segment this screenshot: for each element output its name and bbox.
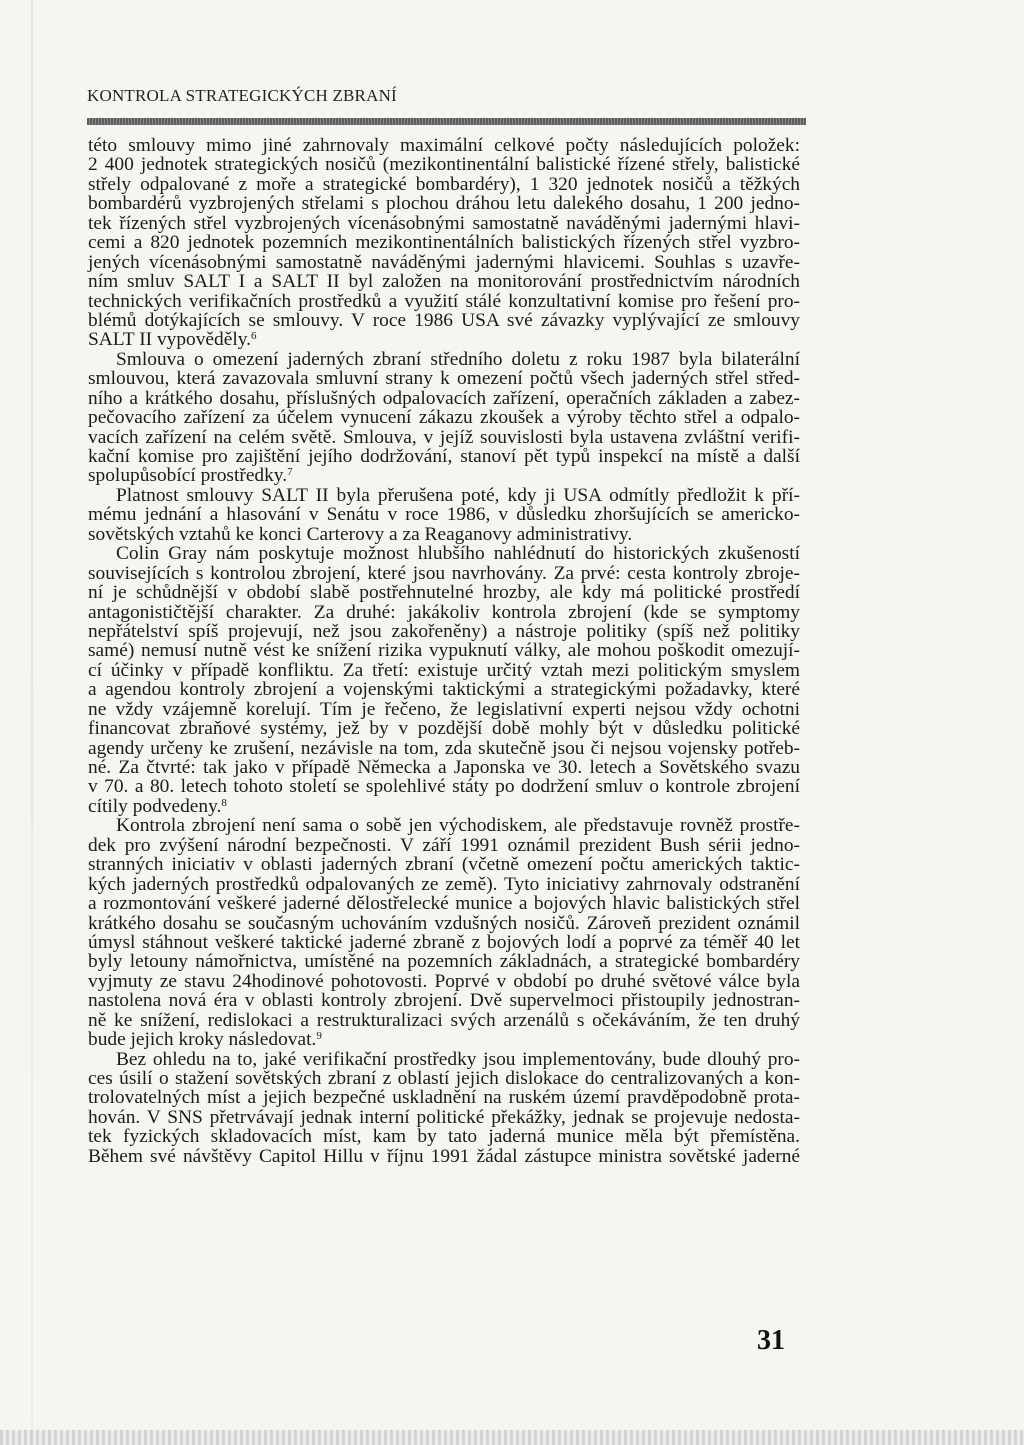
paragraph-line: financovat zbraňové systémy, jež by v pozdější době mohly být v důsledku politické [88, 718, 800, 740]
paragraph-line: stranných iniciativ v oblasti jaderných zbraní (včetně omezení počtu amerických taktic- [88, 854, 800, 876]
paragraph-line: Platnost smlouvy SALT II byla přerušena poté, kdy ji USA odmítly předložit k pří- [116, 484, 800, 506]
paragraph-line: nastolena nová éra v oblasti kontroly zbrojení. Dvě supervelmoci přistoupily jednostran- [88, 990, 800, 1012]
footnote-marker: 7 [287, 466, 293, 479]
paragraph-line: ne vždy vzájemně korelují. Tím je řečeno, že legislativní experti nejsou vždy ochotni [88, 698, 800, 720]
paragraph-line: vyjmuty ze stavu 24hodinové pohotovosti. Poprvé v období po druhé světové válce byla [88, 970, 800, 992]
paragraph-line: v 70. a 80. letech tohoto století se spolehlivé státy po dodržení smluv o kontrole zbrojení [88, 776, 800, 798]
paragraph-line: hován. V SNS přetrvávají jednak interní politické překážky, jednak se projevuje nedosta- [88, 1106, 800, 1128]
paragraph-line: Během své návštěvy Capitol Hillu v říjnu 1991 žádal zástupce ministra sovětské jaderné [88, 1145, 800, 1167]
paragraph-line: ces úsilí o stažení sovětských zbraní z oblastí jejich dislokace do centralizovaných a kon- [88, 1068, 800, 1089]
paragraph-line: 2 400 jednotek strategických nosičů (mezikontinentální balistické řízené střely, balistické [88, 154, 800, 176]
paragraph-line: ně ke snížení, redislokaci a restrukturalizaci svých arzenálů s očekáváním, že ten druhý [88, 1009, 800, 1031]
footnote-marker: 8 [221, 796, 227, 809]
paragraph-line: nepřátelství spíš projevují, než jsou zakořeněny) a nástroje politiky (spíš než politiky [88, 620, 800, 642]
footnote-marker: 9 [316, 1030, 322, 1043]
paragraph-line: ním smluv SALT I a SALT II byl založen na monitorování prostřednictvím národních [88, 271, 800, 293]
paragraph-line: agendy určeny ke zrušení, nezávisle na tom, zda skutečně jsou či nejsou vojensky potřeb- [88, 737, 800, 759]
body-text [88, 136, 800, 1166]
paragraph-last-line [88, 330, 800, 349]
paragraph-last-line [88, 1030, 800, 1049]
paragraph-line: ní je schůdnější v období slabě postřehnutelné hrozby, ale kdy má politické prostředí [88, 582, 800, 604]
running-header: KONTROLA STRATEGICKÝCH ZBRANÍ [87, 86, 397, 105]
paragraph-line: cemi a 820 jednotek pozemních mezikontinentálních balistických řízených střel vyzbro- [88, 232, 800, 254]
header-rule [87, 118, 806, 125]
paragraph-line: Smlouva o omezení jaderných zbraní středního doletu z roku 1987 byla bilaterální [116, 348, 800, 370]
paragraph-last-line-text: spolupůsobící prostředky. [88, 465, 288, 487]
paragraph-line: pečovacího zařízení za účelem vynucení zákazu zkoušek a výroby těchto střel a odpalo- [88, 407, 800, 429]
paragraph-line: tek řízených střel vyzbrojených vícenásobnými samostatně naváděnými jadernými hlavi- [88, 212, 800, 234]
paragraph-line: Colin Gray nám poskytuje možnost hlubšího nahlédnutí do historických zkušeností [116, 543, 800, 565]
paragraph-line: kých jaderných prostředků odpalovaných ze země). Tyto iniciativy zahrnovaly odstranění [88, 873, 800, 895]
paragraph-line: jených vícenásobnými samostatně naváděnými jadernými hlavicemi. Souhlas s uzavře- [88, 251, 800, 273]
paragraph-line: úmysl stáhnout veškeré taktické jaderné zbraně z bojových lodí a poprvé za téměř 40 let [88, 931, 800, 953]
paragraph-last-line-text: cítily podvedeny. [88, 795, 222, 817]
paragraph-line: a rozmontování veškeré jaderné dělostřelecké munice a bojových hlavic balistických střel [88, 893, 800, 915]
paragraph-last-line-text: SALT II vypověděly. [88, 329, 252, 351]
paragraph-line: byly letouny námořnictva, umístěné na pozemních základnách, a strategické bombardéry [88, 951, 800, 973]
paragraph-line: souvisejících s kontrolou zbrojení, které jsou navrhovány. Za prvé: cesta kontroly zbroje- [88, 562, 800, 584]
paragraph-line: blémů dotýkajících se smlouvy. V roce 1986 USA své závazky vyplývající ze smlouvy [88, 309, 800, 331]
footnote-marker: 6 [251, 330, 257, 343]
paragraph-line: dek pro zvýšení národní bezpečnosti. V září 1991 oznámil prezident Bush sérii jedno- [88, 834, 800, 856]
scan-bottom-strip [0, 1430, 1024, 1445]
paragraph-line: Bez ohledu na to, jaké verifikační prostředky jsou implementovány, bude dlouhý pro- [116, 1048, 800, 1070]
paragraph-line: né. Za čtvrté: tak jako v případě Německa a Japonska ve 30. letech a Sovětského svazu [88, 757, 800, 778]
paragraph-line: střely odpalované z moře a strategické bombardéry), 1 320 jednotek nosičů a těžkých [88, 173, 800, 195]
paragraph-line: této smlouvy mimo jiné zahrnovaly maximální celkové počty následujících položek: [88, 135, 800, 156]
paragraph-line: kační komise pro zajištění jejího dodržování, stanoví pět typů inspekcí na místě a další [88, 446, 800, 467]
paragraph-line: technických verifikačních prostředků a využití stálé konzultativní komise pro řešení pro- [88, 290, 800, 312]
paragraph-last-line-text: bude jejich kroky následovat. [88, 1029, 317, 1051]
paragraph-line: ního a krátkého dosahu, příslušných odpalovacích zařízení, operačních základen a zabez- [88, 387, 800, 409]
paragraph-line: krátkého dosahu se současným uchováním vzdušných nosičů. Zároveň prezident oznámil [88, 912, 800, 934]
paragraph-line: tek fyzických skladovacích míst, kam by tato jaderná munice měla být přemístěna. [88, 1126, 800, 1148]
page-number: 31 [757, 1325, 785, 1356]
paragraph-line: bombardérů vyzbrojených střelami s plochou dráhou letu dalekého dosahu, 1 200 jedno- [88, 193, 800, 215]
paragraph-line: trolovatelných míst a jejich bezpečné uskladnění na ruském území pravděpodobně prota- [88, 1087, 800, 1109]
paragraph-line: antagonističtější charakter. Za druhé: jakákoliv kontrola zbrojení (kde se symptomy [88, 601, 800, 623]
paragraph-line: vacích zařízení na celém světě. Smlouva, v jejíž souvislosti byla ustavena zvláštní verifi- [88, 426, 800, 448]
paragraph-line: cí účinky v případě konfliktu. Za třetí: existuje určitý vztah mezi politickým smyslem [88, 659, 800, 681]
paragraph-last-line [88, 525, 800, 544]
paragraph-line: a agendou kontroly zbrojení a vojenskými taktickými a strategickými požadavky, které [88, 679, 800, 701]
paragraph-last-line [88, 466, 800, 485]
paragraph-line: mému jednání a hlasování v Senátu v roce 1986, v důsledku zhoršujících se americko- [88, 504, 800, 526]
paragraph-line: smlouvou, která zavazovala smluvní strany k omezení počtů všech jaderných střel střed- [88, 368, 800, 390]
paragraph-last-line [88, 797, 800, 816]
scan-edge-shadow [31, 0, 33, 1445]
paragraph-line: samé) nemusí nutně vést ke snížení rizika vypuknutí války, ale mohou poškodit omezují- [88, 640, 800, 662]
paragraph-line: Kontrola zbrojení není sama o sobě jen východiskem, ale představuje rovněž prostře- [116, 815, 800, 837]
paragraph-last-line-text: sovětských vztahů ke konci Carterovy a za Reaganovy administrativy. [88, 523, 633, 545]
